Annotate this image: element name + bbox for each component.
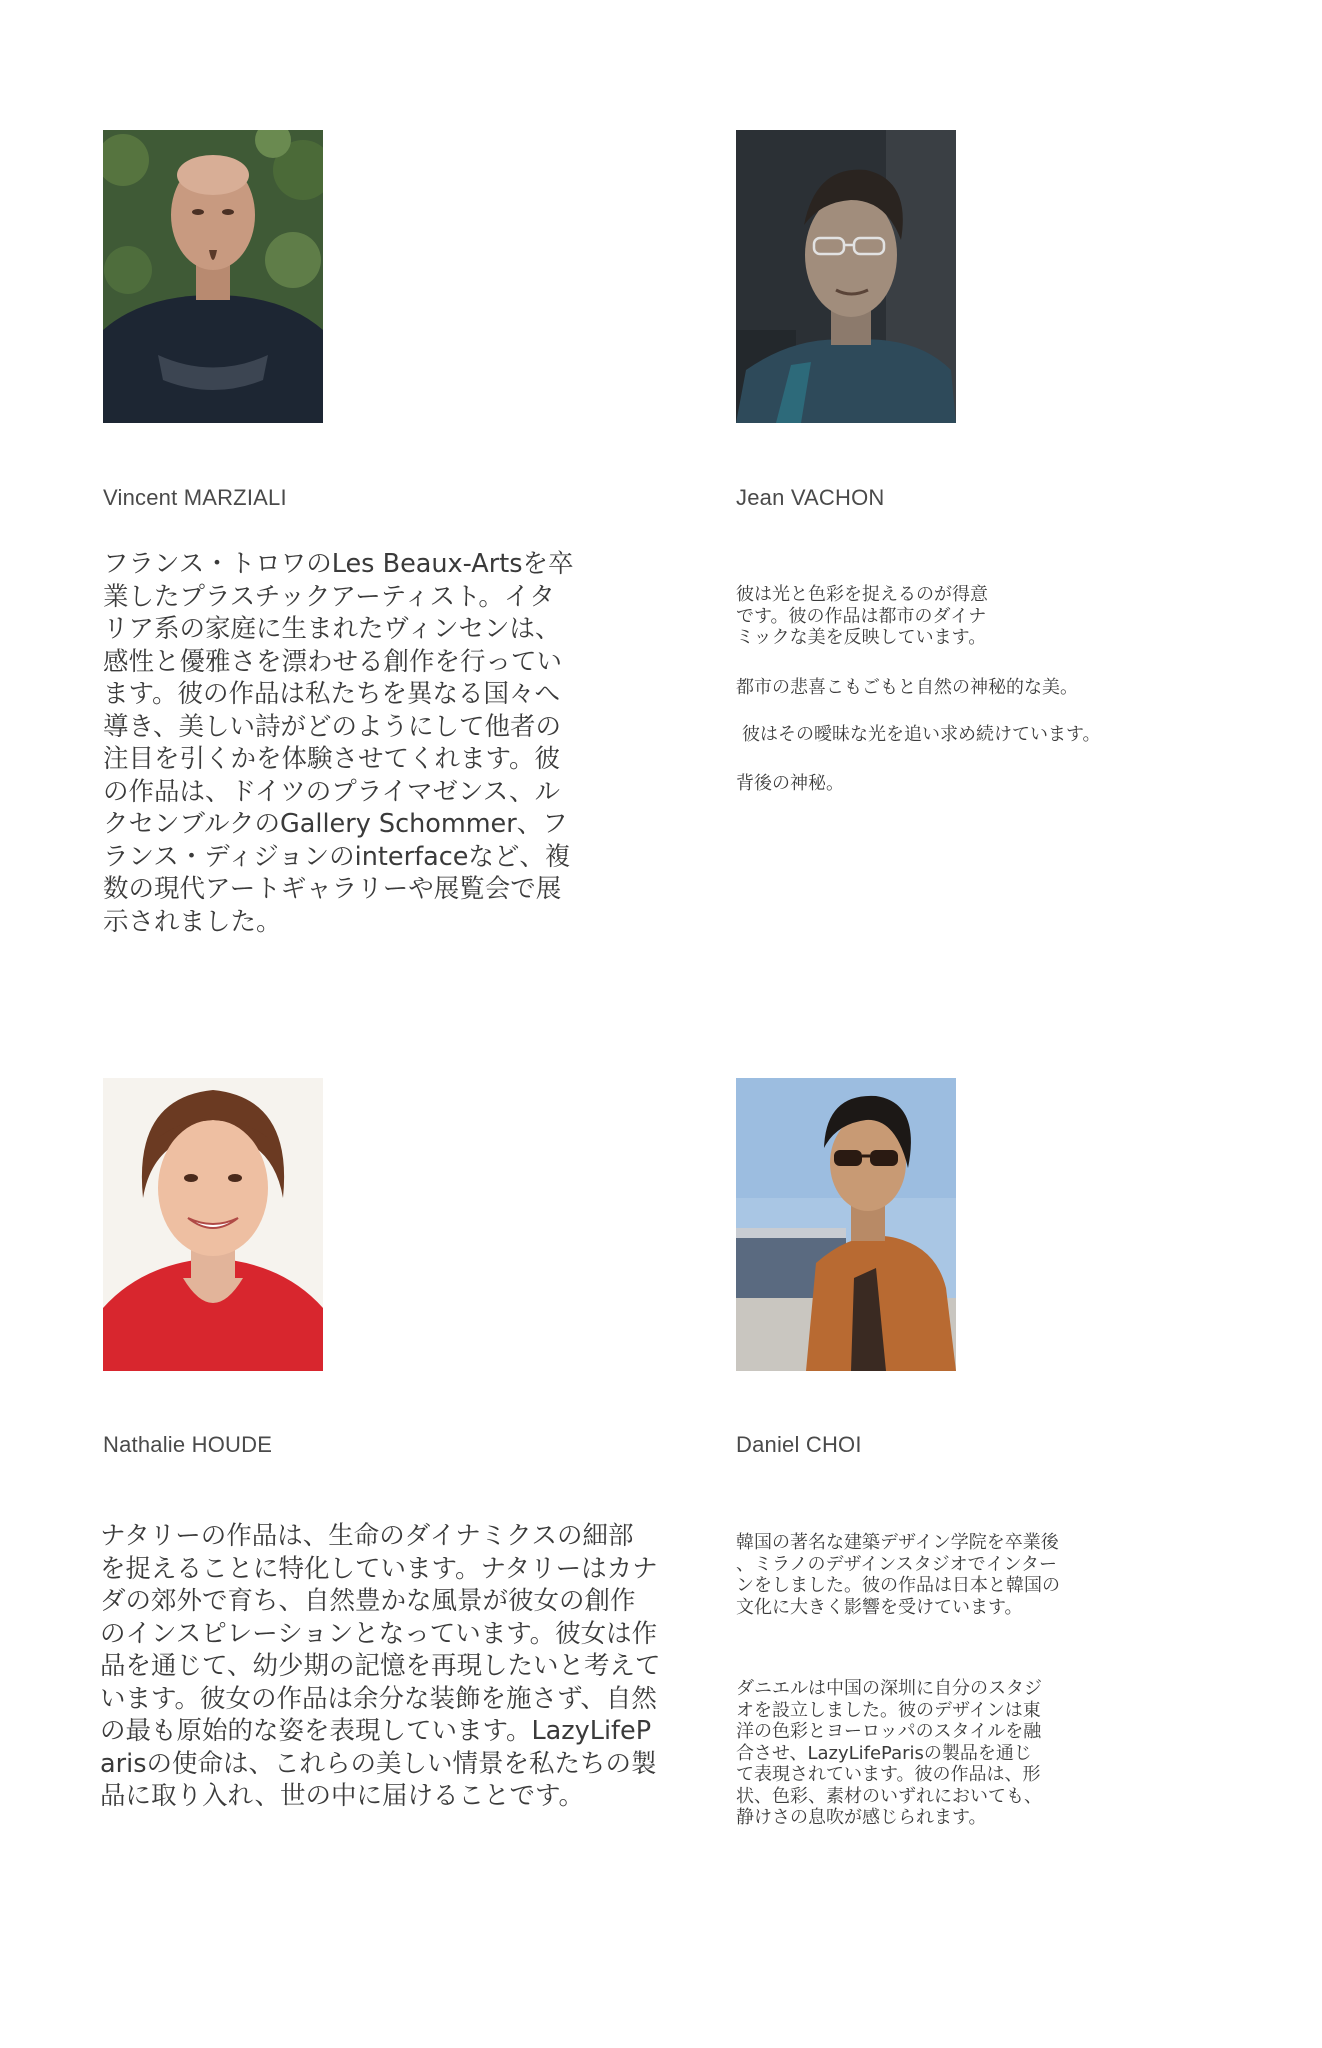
artist-bio-paragraph: 彼は光と色彩を捉えるのが得意 です。彼の作品は都市のダイナ ミックな美を反映しています。 <box>736 584 988 648</box>
artist-bio-paragraph: 背後の神秘。 <box>736 773 844 794</box>
artist-bio: ナタリーの作品は、生命のダイナミクスの細部 を捉えることに特化しています。ナタリーはカナ ダの郊外で育ち、自然豊かな風景が彼女の創作 のインスピレーションとなっています。彼女は作 品を通じて、幼少期の記憶を再現したいと考えて います。彼女の作品は余分な装飾を施さず、自然 の最も原始的な姿を表現しています。LazyLifeP arisの使命は、これらの美しい情景を私たちの製 品に取り入れ、世の中に届けることです。 <box>100 1521 661 1811</box>
artist-bio-paragraph: 彼はその曖昧な光を追い求め続けています。 <box>742 724 1101 745</box>
artist-name: Jean VACHON <box>736 485 885 510</box>
portrait-nathalie-houde <box>103 1078 323 1371</box>
artist-bio-paragraph: ダニエルは中国の深圳に自分のスタジ オを設立しました。彼のデザインは東 洋の色彩とヨーロッパのスタイルを融 合させ、LazyLifeParisの製品を通じ て表現されています。彼の作品は、形 状、色彩、素材のいずれにおいても、 静けさの息吹が感じられます。 <box>736 1678 1042 1828</box>
artist-bio: フランス・トロワのLes Beaux-Artsを卒 業したプラスチックアーティスト。イタ リア系の家庭に生まれたヴィンセンは、 感性と優雅さを漂わせる創作を行ってい ます。彼の作品は私たちを異なる国々へ 導き、美しい詩がどのようにして他者の 注目を引くかを体験させてくれます。彼 の作品は、ドイツのプライマゼンス、ル クセンブルクのGallery Schommer、フ ランス・ディジョンのinterfaceなど、複 数の現代アートギャラリーや展覧会で展 示されました。 <box>103 549 574 937</box>
artist-bio-paragraph: 都市の悲喜こもごもと自然の神秘的な美。 <box>736 677 1078 698</box>
portrait-jean-vachon <box>736 130 956 423</box>
artist-name: Daniel CHOI <box>736 1432 862 1457</box>
artist-bio-paragraph: 韓国の著名な建築デザイン学院を卒業後 、ミラノのデザインスタジオでインター ンをしました。彼の作品は日本と韓国の 文化に大きく影響を受けています。 <box>736 1532 1060 1618</box>
portrait-vincent-marziali <box>103 130 323 423</box>
artist-name: Nathalie HOUDE <box>103 1432 273 1457</box>
artist-name: Vincent MARZIALI <box>103 485 287 510</box>
portrait-daniel-choi <box>736 1078 956 1371</box>
